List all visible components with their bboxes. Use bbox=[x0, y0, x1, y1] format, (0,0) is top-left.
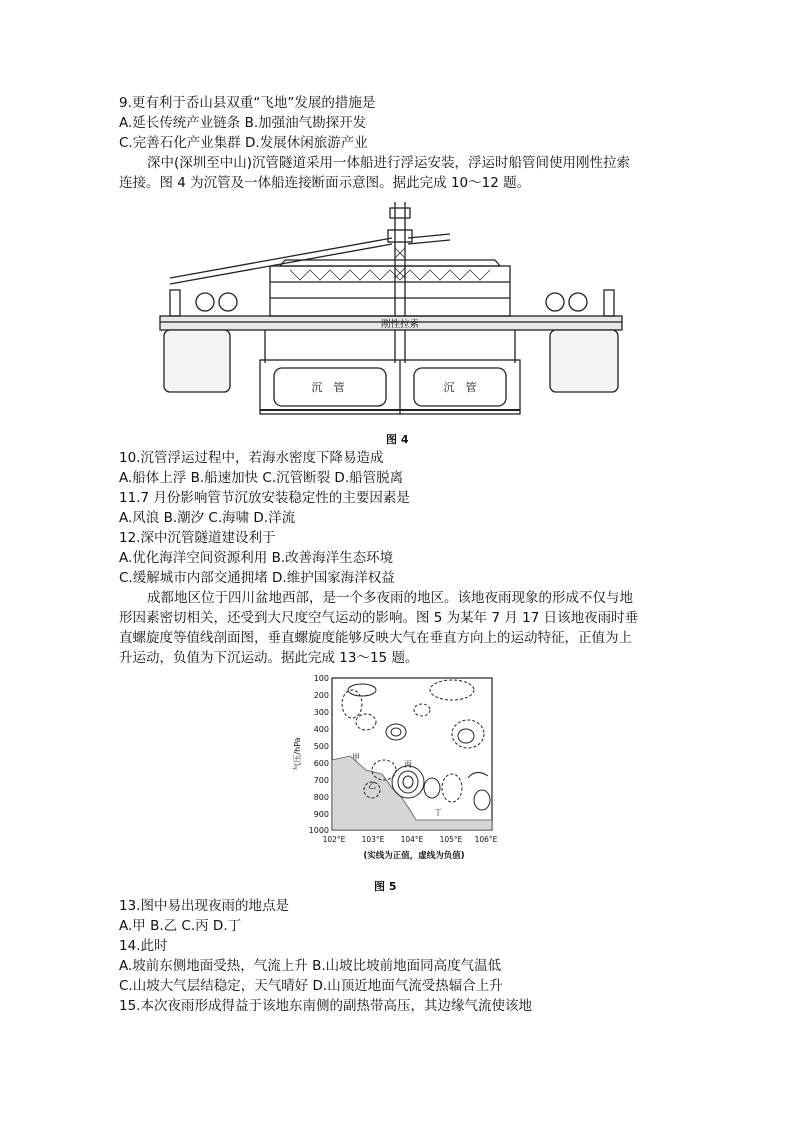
y-tick: 1000 bbox=[308, 826, 329, 835]
intro2-line2: 形因素密切相关，还受到大尺度空气运动的影响。图 5 为某年 7 月 17 日该地夜雨时垂 bbox=[119, 610, 639, 626]
q11-options: A.风浪 B.潮汐 C.海啸 D.洋流 bbox=[119, 510, 296, 526]
y-tick: 100 bbox=[313, 674, 329, 683]
q10-options: A.船体上浮 B.船速加快 C.沉管断裂 D.船管脱离 bbox=[119, 470, 404, 486]
y-tick: 800 bbox=[313, 793, 329, 802]
x-tick: 102°E bbox=[322, 835, 346, 844]
intro2-line1: 成都地区位于四川盆地西部，是一个多夜雨的地区。该地夜雨现象的形成不仅与地 bbox=[147, 590, 633, 606]
intro2-line3: 直螺旋度等值线剖面图，垂直螺旋度能够反映大气在垂直方向上的运动特征，正值为上 bbox=[119, 630, 632, 646]
q12-stem: 12.深中沉管隧道建设利于 bbox=[119, 530, 276, 546]
x-tick: 106°E bbox=[474, 835, 498, 844]
q14-options-line2: C.山坡大气层结稳定，天气晴好 D.山顶近地面气流受热辐合上升 bbox=[119, 978, 503, 994]
y-tick: 700 bbox=[313, 776, 329, 785]
q12-options-line2: C.缓解城市内部交通拥堵 D.维护国家海洋权益 bbox=[119, 570, 395, 586]
q10-stem: 10.沉管浮运过程中，若海水密度下降易造成 bbox=[119, 450, 384, 466]
figure-5-caption: 图 5 bbox=[374, 880, 397, 893]
q12-options-line1: A.优化海洋空间资源利用 B.改善海洋生态环境 bbox=[119, 550, 394, 566]
q13-stem: 13.图中易出现夜雨的地点是 bbox=[119, 898, 289, 914]
x-tick: 105°E bbox=[439, 835, 463, 844]
point-label-ding: 丁 bbox=[434, 808, 442, 817]
y-tick: 500 bbox=[313, 742, 329, 751]
q14-options-line1: A.坡前东侧地面受热，气流上升 B.山坡比坡前地面同高度气温低 bbox=[119, 958, 502, 974]
q13-options: A.甲 B.乙 C.丙 D.丁 bbox=[119, 918, 242, 934]
figure-4-caption: 图 4 bbox=[386, 433, 409, 446]
x-tick: 103°E bbox=[361, 835, 385, 844]
tube-label-right: 沉 管 bbox=[443, 381, 477, 394]
q9-options-line1: A.延长传统产业链条 B.加强油气勘探开发 bbox=[119, 115, 367, 131]
y-tick: 600 bbox=[313, 759, 329, 768]
cable-label: 刚性拉索 bbox=[380, 319, 420, 330]
q9-stem: 9.更有利于岙山县双重“飞地”发展的措施是 bbox=[119, 95, 376, 111]
q15-stem: 15.本次夜雨形成得益于该地东南侧的副热带高压，其边缘气流使该地 bbox=[119, 998, 532, 1014]
intro1-line1: 深中(深圳至中山)沉管隧道采用一体船进行浮运安装，浮运时船管间使用刚性拉索 bbox=[147, 155, 631, 171]
point-label-yi: 乙 bbox=[368, 781, 376, 790]
q9-options-line2: C.完善石化产业集群 D.发展休闲旅游产业 bbox=[119, 135, 368, 151]
figure-5-note: (实线为正值，虚线为负值) bbox=[363, 851, 465, 861]
x-tick: 104°E bbox=[400, 835, 424, 844]
figure-4 bbox=[150, 198, 630, 428]
y-tick: 900 bbox=[313, 810, 329, 819]
point-label-jia: 甲 bbox=[352, 753, 360, 762]
point-label-bing: 丙 bbox=[404, 760, 412, 769]
figure-4-drawing bbox=[150, 198, 630, 428]
figure-5-plot bbox=[292, 670, 502, 870]
q14-stem: 14.此时 bbox=[119, 938, 168, 954]
y-tick: 200 bbox=[313, 691, 329, 700]
y-tick: 400 bbox=[313, 725, 329, 734]
tube-label-left: 沉 管 bbox=[311, 381, 345, 394]
intro1-line2: 连接。图 4 为沉管及一体船连接断面示意图。据此完成 10～12 题。 bbox=[119, 175, 531, 191]
q11-stem: 11.7 月份影响管节沉放安装稳定性的主要因素是 bbox=[119, 490, 410, 506]
y-tick: 300 bbox=[313, 708, 329, 717]
intro2-line4: 升运动，负值为下沉运动。据此完成 13～15 题。 bbox=[119, 650, 419, 666]
figure-5 bbox=[292, 670, 502, 870]
y-axis-title: 气压/hPa bbox=[293, 737, 302, 771]
